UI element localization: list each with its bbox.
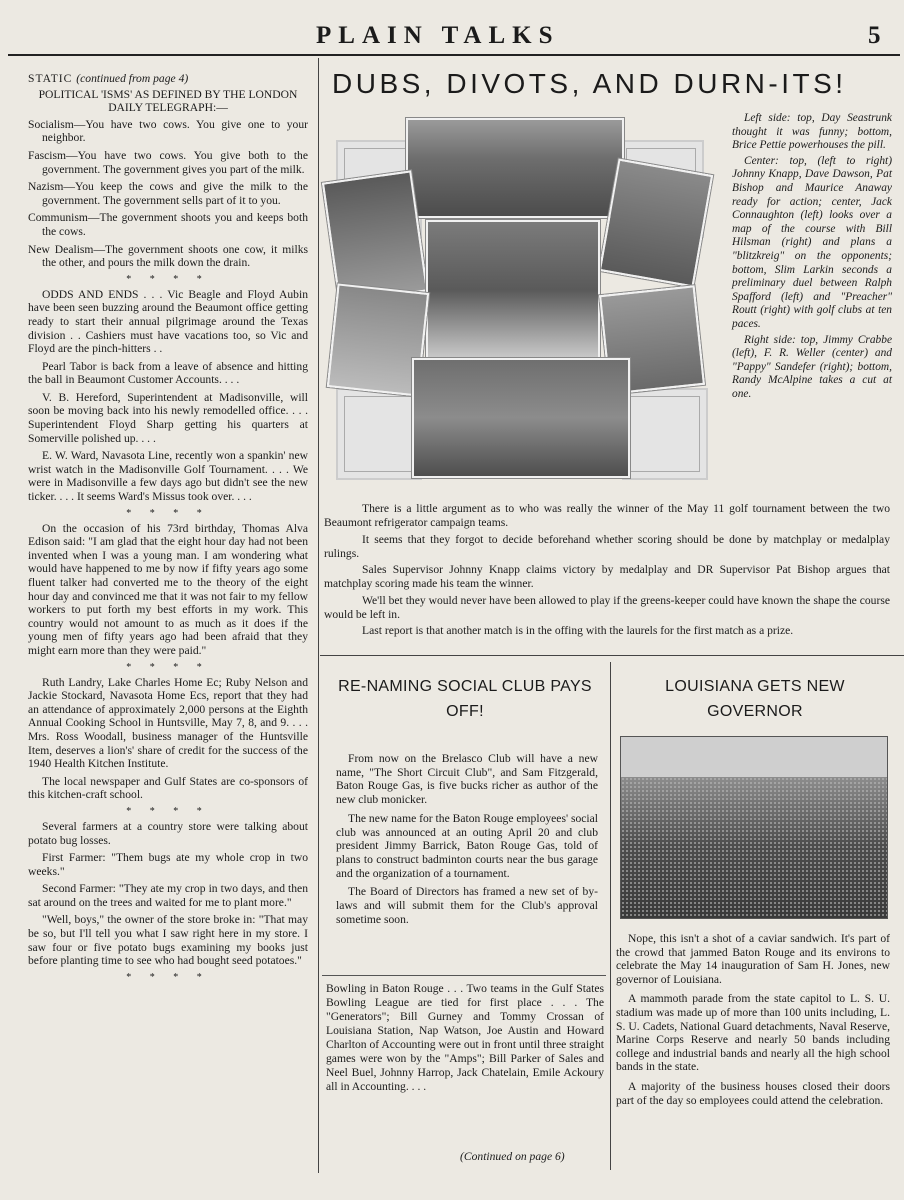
social-paragraph: From now on the Brelasco Club will have a new name, "The Short Circuit Club", and Sam Fitzgerald, Baton Rouge Gas, is five bucks richer as author of the new club monicker. xyxy=(336,752,598,807)
caption-center: Center: top, (left to right) Johnny Knapp, Dave Dawson, Pat Bishop and Maurice Anaway ready for action; center, Jack Connaughton (left) looks over a map of the course with Bill Hilsman (right) and plans a "blitzkreig" on the opponents; bottom, Slim Larkin seconds a preliminary duel between Ralph Spafford (left) and "Preacher" Routt (right) with golf clubs at ten paces. xyxy=(732,154,892,330)
golf-paragraph: There is a little argument as to who was really the winner of the May 11 golf tournament between the two Beaumont refrigerator campaign teams. xyxy=(324,502,890,530)
publication-title: PLAIN TALKS xyxy=(316,22,560,49)
golf-paragraph: We'll bet they would never have been allowed to play if the greens-keeper could have known the shape the course would be left in. xyxy=(324,593,890,622)
photo-map-planning xyxy=(426,220,600,360)
edison-quote: On the occasion of his 73rd birthday, Thomas Alva Edison said: "I am glad that the eight hour day had not been invented when I was a young man. I am wondering what would have happened to me by now if fifty years ago some fluent talker had converted me to the theory of the eight hour day and convinced me that it was not fair to my fellow workers to put forth my best efforts in my work. This country would not amount to as much as it does if the young men of fifty years ago had been afraid that they might earn more than they were paid." xyxy=(28,521,308,657)
section-stars: * * * * xyxy=(126,971,210,983)
photo-crabbe-weller xyxy=(599,159,713,288)
section-stars: * * * * xyxy=(126,805,210,817)
static-heading: STATIC (continued from page 4) xyxy=(28,72,189,85)
louisiana-headline: LOUISIANA GETS NEW GOVERNOR xyxy=(665,678,845,720)
golf-paragraph: Sales Supervisor Johnny Knapp claims victory by medalplay and DR Supervisor Pat Bishop argues that matchplay scoring made his team the winner. xyxy=(324,563,890,591)
column-divider xyxy=(318,58,319,1173)
odds-and-ends: ODDS AND ENDS . . . Vic Beagle and Floyd Aubin have been seen buzzing around the Beaumont office getting ready to start their annual pilgrimage around the Texas division . . Cashiers must have vacations too, so Vic and Floyd are the pinch-hitters . . xyxy=(28,287,308,356)
golf-article xyxy=(324,502,890,641)
crowd-photo xyxy=(620,736,888,919)
ism-item: New Dealism—The government shoots one cow, it milks the other, and pours the milk down the drain. xyxy=(28,242,308,270)
decorative-frame xyxy=(622,388,708,480)
bowling-divider xyxy=(322,975,606,976)
golf-paragraph: Last report is that another match is in the offing with the laurels for the first match as a prize. xyxy=(362,624,794,638)
continued-note: (continued from page 4) xyxy=(76,72,189,85)
hereford-item: V. B. Hereford, Superintendent at Madisonville, will soon be moving back into his newly remodelled office. . . . Superintendent Floyd Sharp getting his quarters at Somerville polished up. . . . xyxy=(28,390,308,445)
caption-right: Right side: top, Jimmy Crabbe (left), F. R. Weller (center) and "Pappy" Sandefer (right); bottom, Randy McAlpine takes a cut at one. xyxy=(732,333,892,400)
page-number: 5 xyxy=(868,22,881,49)
bowling-article xyxy=(326,982,604,1094)
ward-item: E. W. Ward, Navasota Line, recently won a spankin' new wrist watch in the Madisonville Golf Tournament. . . . We were in Madisonville a few days ago but didn't see the new ticker. . . . It seems Ward's Missus took over. . . . xyxy=(28,449,308,504)
ism-item: Fascism—You have two cows. You give both to the government. The government gives you part of the milk. xyxy=(28,148,308,176)
louisiana-paragraph: A majority of the business houses closed their doors part of the day so employees could attend the celebration. xyxy=(616,1079,890,1107)
social-club-headline: RE-NAMING SOCIAL CLUB PAYS OFF! xyxy=(338,678,592,720)
masthead-rule xyxy=(8,54,900,56)
isms-heading: POLITICAL 'ISMS' AS DEFINED BY THE LONDON DAILY TELEGRAPH:— xyxy=(38,87,298,115)
first-farmer: First Farmer: "Them bugs ate my whole crop in two weeks." xyxy=(28,851,308,878)
social-paragraph: The new name for the Baton Rouge employees' social club was announced at an outing April 20 and club president Jimmy Barrick, Baton Rouge Gas, told of plans to construct badminton courts near the bus garage and the organization of a tournament. xyxy=(336,811,598,880)
section-stars: * * * * xyxy=(126,273,210,285)
pearl-tabor-item: Pearl Tabor is back from a leave of absence and hitting the ball in Beaumont Customer Accounts. . . . xyxy=(28,359,308,387)
decorative-frame xyxy=(336,388,422,480)
social-paragraph: The Board of Directors has framed a new set of by-laws and will submit them for the Club's approval sometime soon. xyxy=(336,885,598,926)
ism-item: Nazism—You keep the cows and give the milk to the government. The government sells part of it to you. xyxy=(28,180,308,207)
bottom-column-divider xyxy=(610,662,611,1170)
masthead xyxy=(0,22,904,56)
section-stars: * * * * xyxy=(126,661,210,673)
newspaper-item: The local newspaper and Gulf States are co-sponsors of this kitchen-craft school. xyxy=(28,774,308,802)
cooking-school-item: Ruth Landry, Lake Charles Home Ec; Ruby Nelson and Jackie Stockard, Navasota Home Ecs, report that they had an attendance of approximately 2,000 persons at the Eighth Annual Cooking School in Huntsville, May 7, 8, and 9. . . . Mrs. Ross Woodall, business manager of the Huntsville Item, deserves a lion's' share of credit for the success of the 1940 Health Kitchen Institute. xyxy=(28,675,308,771)
louisiana-article xyxy=(616,932,890,1113)
section-divider xyxy=(320,655,904,656)
crowd-texture xyxy=(621,777,887,918)
static-column xyxy=(28,72,308,986)
second-farmer: Second Farmer: "They ate my crop in two days, and then sat around on the trees and waited for me to plant more." xyxy=(28,882,308,909)
photo-club-duel xyxy=(412,358,630,478)
caption-left: Left side: top, Day Seastrunk thought it was funny; bottom, Brice Pettie powerhouses the pill. xyxy=(732,112,892,152)
louisiana-paragraph: Nope, this isn't a shot of a caviar sandwich. It's part of the crowd that jammed Baton Rouge and its environs to celebrate the May 14 inauguration of Sam H. Jones, new governor of Louisiana. xyxy=(616,932,890,986)
social-club-article xyxy=(336,752,598,931)
farmers-intro: Several farmers at a country store were talking about potato bug losses. xyxy=(28,819,308,847)
store-owner: "Well, boys," the owner of the store broke in: "That may be so, but I'll tell you what I saw right here in my store. I saw four or five potato bugs examining my books just before planting time to see who had bought seed potatoes." xyxy=(28,913,308,968)
photo-caption xyxy=(732,112,892,403)
ism-item: Communism—The government shoots you and keeps both the cows. xyxy=(28,211,308,238)
section-stars: * * * * xyxy=(126,507,210,519)
ism-item: Socialism—You have two cows. You give one to your neighbor. xyxy=(28,117,308,145)
photo-team-top xyxy=(406,118,624,218)
continued-on-page-6: (Continued on page 6) xyxy=(460,1150,565,1163)
louisiana-paragraph: A mammoth parade from the state capitol to L. S. U. stadium was made up of more than 100 units including, L. S. U. Cadets, National Guard detachments, Naval Reserve, Marine Corps Reserve and nearly 50 bands including college and industrial bands and nearly all the high school bands in the state. xyxy=(616,992,890,1074)
golf-headline: DUBS, DIVOTS, AND DURN-ITS! xyxy=(332,68,847,99)
bowling-paragraph: Bowling in Baton Rouge . . . Two teams in the Gulf States Bowling League are tied for first place . . . The "Generators"; Bill Gurney and Tommy Crossan of Louisiana Station, Nap Watson, Joe Austin and Howard Charlton of Accounting were out in front until three straight games were won by the "Amps"; Bill Parker of Sales and Neel Buel, Johnny Harrop, Jack Chatelain, Emile Ackoury all in Accounting. . . . xyxy=(326,982,604,1093)
golf-photo-collage xyxy=(326,114,708,480)
golf-paragraph: It seems that they forgot to decide beforehand whether scoring should be done by matchplay or medalplay rulings. xyxy=(324,532,890,560)
